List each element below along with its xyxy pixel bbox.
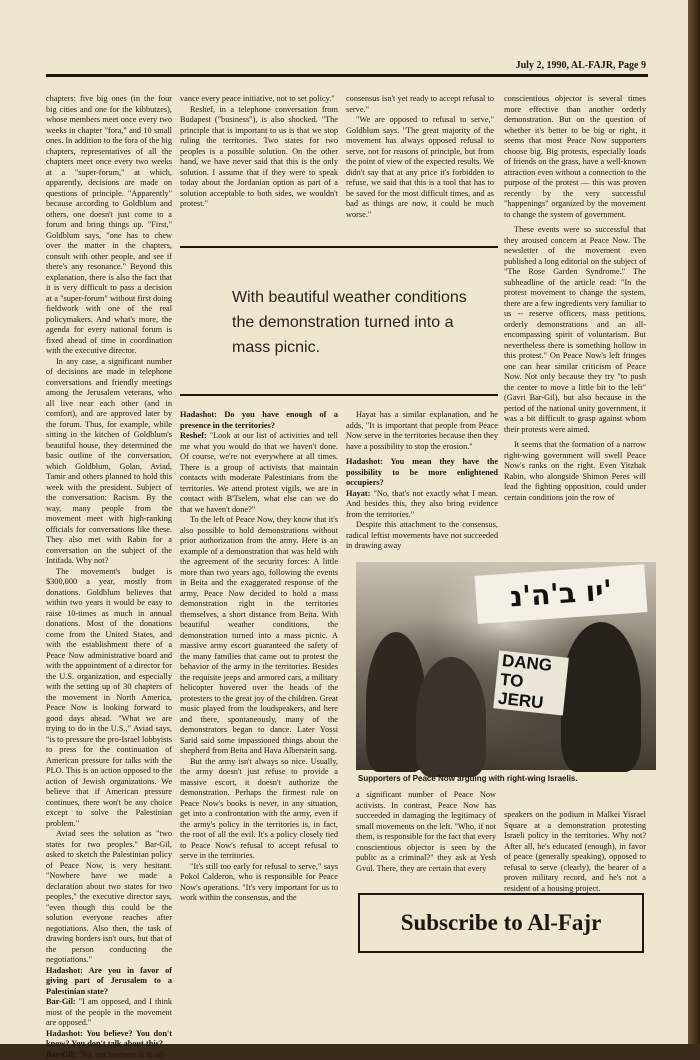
col2-top-para-1: vance every peace initiative, not to set policy.": [180, 94, 338, 105]
col2-answer-1: Reshef: "Look at our list of activities and tell me what you would do that we haven't done. Of course, we're not everywhere at all times. There is a group of activists that maintain contacts with moderate Palestinians from the territories. We attend protest vigils, we are in contact with B'Tselem, what else can we do that we haven't done?": [180, 431, 338, 515]
col3-after-photo-para: a significant number of Peace Now activists. In contrast, Peace Now has succeeded in damaging the legitimacy of small movements on the left. "Who, if not them, is responsible for the fact that every conscientious objector is seen by the public as a criminal?" they ask at Yesh Gvul. There, they are certain that every: [356, 790, 496, 874]
col2-question-1: Hadashot: Do you have enough of a presence in the territories?: [180, 410, 338, 431]
subscribe-box[interactable]: [358, 893, 644, 953]
col4-para-3: It seems that the formation of a narrow right-wing government will swell Peace Now's ranks on the right. Even Yitzhak Rabin, who alongside Shimon Peres will lead the fighting opposition, could under certain conditions join the row of: [504, 440, 646, 503]
photo-caption: Supporters of Peace Now arguing with right-wing Israelis.: [358, 774, 658, 783]
col1-qa-3: Hadashot: You believe? You don't know? You don't talk about this?: [46, 1029, 172, 1050]
hebrew-protest-sign: יו ב'ה'נ': [475, 564, 648, 624]
subscribe-label: Subscribe to Al-Fajr: [401, 910, 602, 936]
col1-qa-4: Bar-Gil: "No, our business is to ad-: [46, 1050, 172, 1060]
pullquote-rule-top: [180, 246, 498, 248]
col2-bottom-para-4: "It's still too early for refusal to serve," says Pokol Calderon, who is responsible for Peace Now's operations. "It's very important for us to work within the consensus, and the: [180, 862, 338, 904]
pullquote-rule-bottom: [180, 394, 498, 396]
page-header: July 2, 1990, AL-FAJR, Page 9: [516, 60, 646, 71]
col4-para-1: conscientious objector is several times more effective than another orderly demonstration. But on the question of whether it's better to be big or right, it seems that most Peace Now supporters choose big. Big protests, especially loads of friends on the grass, have a well-known attraction even without a connection to the purpose of the protest — this was proven recently by the very successful "happenings" organized by the movement to change the system of government.: [504, 94, 646, 220]
column-3-after-photo: [356, 790, 496, 890]
col4-para-2: These events were so successful that they aroused concern at Peace Now. The newsletter of the movement even published a long editorial on the subject of "The Rose Garden Syndrome." The subheadline of the article read: "In the protest movement to change the system, there are a few ingredients very familiar to us -- reserve officers, mass petitions, orderly demonstrations and an all-encompassing spirit of voluntarism. But nevertheless there is something hollow in this protest." On Peace Now's left fringes one can hear similar criticism of Peace Now. Not only because they try "to push the center to move a little bit to the left" (Gavri Bar-Gil), but also because in the period of the national unity government, it was a bit difficult to grasp against whom their protests were aimed.: [504, 225, 646, 435]
col2-bottom-para-3: But the army isn't always so nice. Usually, the army doesn't just refuse to provide a massive escort, it doesn't authorize the demonstration. Perhaps the firmest rule on Peace Now's books is never, in any situation, get into a confrontation with the army, even if the army's policy in the territories is, in fact, the root of all the evil. It's a policy closely tied to Peace Now's refusal to accept refusal to serve in the territories.: [180, 757, 338, 862]
english-protest-sign: DANG TO JERU: [493, 651, 569, 716]
pullquote: With beautiful weather conditions the demonstration turned into a mass picnic.: [232, 285, 492, 360]
col1-qa-1: Hadashot: Are you in favor of giving part of Jerusalem to a Palestinian state?: [46, 966, 172, 998]
col3-top-para-2: "We are opposed to refusal to serve," Goldblum says. "The great majority of the movement has always opposed refusal to serve, not for reasons of principle, but from the point of view of the expected results. We didn't say that at any price it's forbidden to refuse, we said that this is a tool that has to be saved for the most difficult times, and as bad as things are now, it could be much worse.": [346, 115, 494, 220]
col3-bottom-para-2: Despite this attachment to the consensus, radical leftist movements have not succeeded in drawing away: [346, 520, 498, 552]
col2-bottom-para-2: To the left of Peace Now, they know that it's also possible to hold demonstrations without prior authorization from the army. Here is an example of a demonstration that was held with the agreement of the security forces: A little more than two years ago, following the events in Beita and the exaggerated response of the army, Peace Now decided to hold a mass demonstration right in the territories themselves, a short distance from Beita. With beautiful weather conditions, the demonstration turned into a mass picnic. A massive army escort guaranteed the safety of the many families that came out to protest the behavior of the army in the territories. Besides the requisite jeeps and armored cars, a military helicopter hovered over the heads of the protesters to the great joy of the children. Great music played from the loudspeakers, and here and there, spontaneously, many of the demonstrators began to dance. Later Yossi Sarid said some impassioned things about the shepherd from Beita and Hava Alberstein sang.: [180, 515, 338, 757]
column-4: [504, 94, 646, 546]
column-3-bottom: [346, 410, 498, 555]
column-1: [46, 94, 172, 1014]
column-3-top: [346, 94, 494, 242]
column-2-top: [180, 94, 338, 242]
col1-para-4: Aviad sees the solution as "two states for two peoples." Bar-Gil, asked to sketch the Palestinian policy of Peace Now, is very hesitant. "Nowhere have we made a declaration about two states for two peoples," the executive director says, "even though this could be the solution everyone reaches after negotiations. Also then, the task of drawing borders isn't ours, but that of the person conducting the negotiations.": [46, 829, 172, 966]
col2-top-para-2: Reshef, in a telephone conversation from Budapest ("business"), is also shocked. "The principle that is important to us is that we stop ruling the territories. Two states for two peoples is a possible solution. On the other hand, we have never said that this is the only solution. I assume that if they were to speak today about the Jordanian option as part of a solution acceptable to both sides, we wouldn't protest.": [180, 105, 338, 210]
col3-top-para-1: consensus isn't yet ready to accept refusal to serve.": [346, 94, 494, 115]
col3-answer-1: Hayat: "No, that's not exactly what I mean. And besides this, they also bring evidence from the territories.": [346, 489, 498, 521]
col1-qa-2: Bar-Gil: "I am opposed, and I think most of the people in the movement are opposed.": [46, 997, 172, 1029]
col3-bottom-para-1: Hayat has a similar explanation, and he adds, "It is important that people from Peace Now serve in the territories because then they have a possibility to stop the erosion.": [346, 410, 498, 452]
header-rule: [46, 74, 648, 77]
col1-para-3: The movement's budget is $300,000 a year, mostly from donations. Goldblum believes that within two years it would be easy to raise 10-times as much in annual donations. Most of the donations come from the United States, and with the establishment there of a Peace Now administrative board and with the appointment of a director for the U.S. organization, and especially with the setting up of 30 chapters of the movement in North America, Peace Now is looking forward to good days ahead. "What we are trying to do in the U.S.," Aviad says, "is to pressure the pro-Israel lobbyists to press for the continuation of American pressure for talks with the PLO. This is an action opposed to the action of Jewish organizations. We believe that if American pressure continues, there won't be any choice except to solve the Palestinian problem.": [46, 567, 172, 830]
col3-question-1: Hadashot: You mean they have the possibility to be more enlightened occupiers?: [346, 457, 498, 489]
page-binding: [688, 0, 700, 1044]
col4-bottom-para: speakers on the podium in Malkei Yisrael Square at a demonstration protesting Israeli policy in the territories. Why not? After all, he's educated (enough), in favor of peace (generally speaking), opposed to refusal to serve (clearly), the bearer of a proven military record, and he's not a resident of a housing project.: [504, 810, 646, 894]
photo-figure: [561, 622, 641, 772]
photo-figure: [416, 657, 486, 777]
col1-para-1: chapters: five big ones (in the four big cities and one for the kibbutzes), whose members meet once every two weeks in chapter "fora," and 10 small ones. In addition to the fora of the big chapters, representatives of all the chapters meet once every two weeks at a "super-forum," at which, apparently, decisions are made on questions of principle. "Apparently" because according to Goldblum and others, one doesn't just come to a forum and bring things up. "First," Goldblum says, "one has to chew over the matter in the chapters, consult with other people, and see if there's any resonance." Beyond this explanation, there is also the fact that it is very difficult to pass a decision at a "super-forum" without first doing fieldwork with one of the real policymakers. And what's more, the agenda for every national forum is fixed ahead of time in coordination with the executive director.: [46, 94, 172, 357]
col1-para-2: In any case, a significant number of decisions are made in telephone conversations and friendly meetings among the Jerusalem veterans, who all live near each other (and in comfort), and are approved later by the forum. Thus, for example, while sitting in the kitchen of Goldblum's beautiful house, they determined the basic outline of the conversation, which Goldblum, Golan, Aviad, Tamir and others planned to hold this week with the president. Subject of the conversation: Racism. By the way, many people from the movement meet with high-ranking officials for conversations like these. They also met with Rabin for a conversation on the subject of the Intifada. Why not?: [46, 357, 172, 567]
column-2-bottom: [180, 410, 338, 1014]
protest-photo: [356, 562, 656, 770]
